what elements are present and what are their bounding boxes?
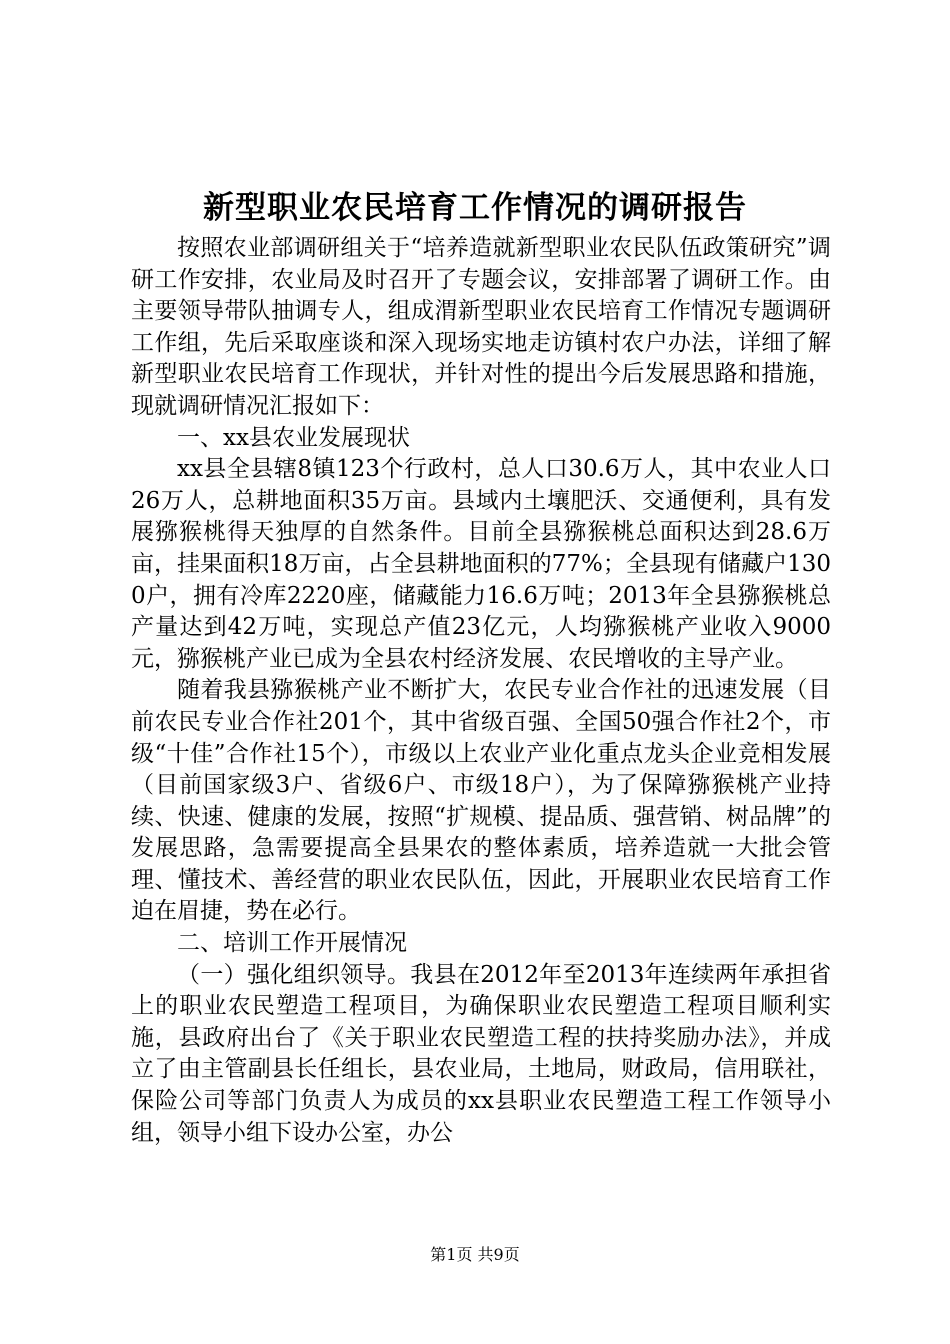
- paragraph-county-overview: xx县全县辖8镇123个行政村，总人口30.6万人，其中农业人口26万人，总耕地面积35万亩。县域内土壤肥沃、交通便利，具有发展猕猴桃得天独厚的自然条件。目前全县猕猴桃总面积达到28.6万亩，挂果面积18万亩，占全县耕地面积的77%；全县现有储藏户1300户，拥有冷库2220座，储藏能力16.6万吨；2013年全县猕猴桃总产量达到42万吨，实现总产值23亿元，人均猕猴桃产业收入9000元，猕猴桃产业已成为全县农村经济发展、农民增收的主导产业。: [131, 456, 831, 672]
- paragraph-intro: 按照农业部调研组关于“培养造就新型职业农民队伍政策研究”调研工作安排，农业局及时召开了专题会议，安排部署了调研工作。由主要领导带队抽调专人，组成渭新型职业农民培育工作情况专题调研工作组，先后采取座谈和深入现场实地走访镇村农户办法，详细了解新型职业农民培育工作现状，并针对性的提出今后发展思路和措施，现就调研情况汇报如下：: [131, 235, 831, 419]
- document-body: [131, 233, 831, 1149]
- section-heading-1: 一、xx县农业发展现状: [177, 424, 410, 451]
- paragraph-cooperatives: 随着我县猕猴桃产业不断扩大，农民专业合作社的迅速发展（目前农民专业合作社201个，其中省级百强、全国50强合作社2个，市级“十佳”合作社15个），市级以上农业产业化重点龙头企业竞相发展（目前国家级3户、省级6户、市级18户），为了保障猕猴桃产业持续、快速、健康的发展，按照“扩规模、提品质、强营销、树品牌”的发展思路，急需要提高全县果农的整体素质，培养造就一大批会管理、懂技术、善经营的职业农民队伍，因此，开展职业农民培育工作迫在眉捷，势在必行。: [131, 677, 831, 925]
- document-title: 新型职业农民培育工作情况的调研报告: [203, 190, 747, 226]
- paragraph-organization: （一）强化组织领导。我县在2012年至2013年连续两年承担省上的职业农民塑造工程项目，为确保职业农民塑造工程项目顺利实施，县政府出台了《关于职业农民塑造工程的扶持奖励办法》，并成立了由主管副县长任组长，县农业局，土地局，财政局，信用联社，保险公司等部门负责人为成员的xx县职业农民塑造工程工作领导小组，领导小组下设办公室，办公: [131, 961, 831, 1146]
- page-footer: 第1页 共9页: [430, 1245, 520, 1264]
- section-heading-2: 二、培训工作开展情况: [177, 930, 407, 957]
